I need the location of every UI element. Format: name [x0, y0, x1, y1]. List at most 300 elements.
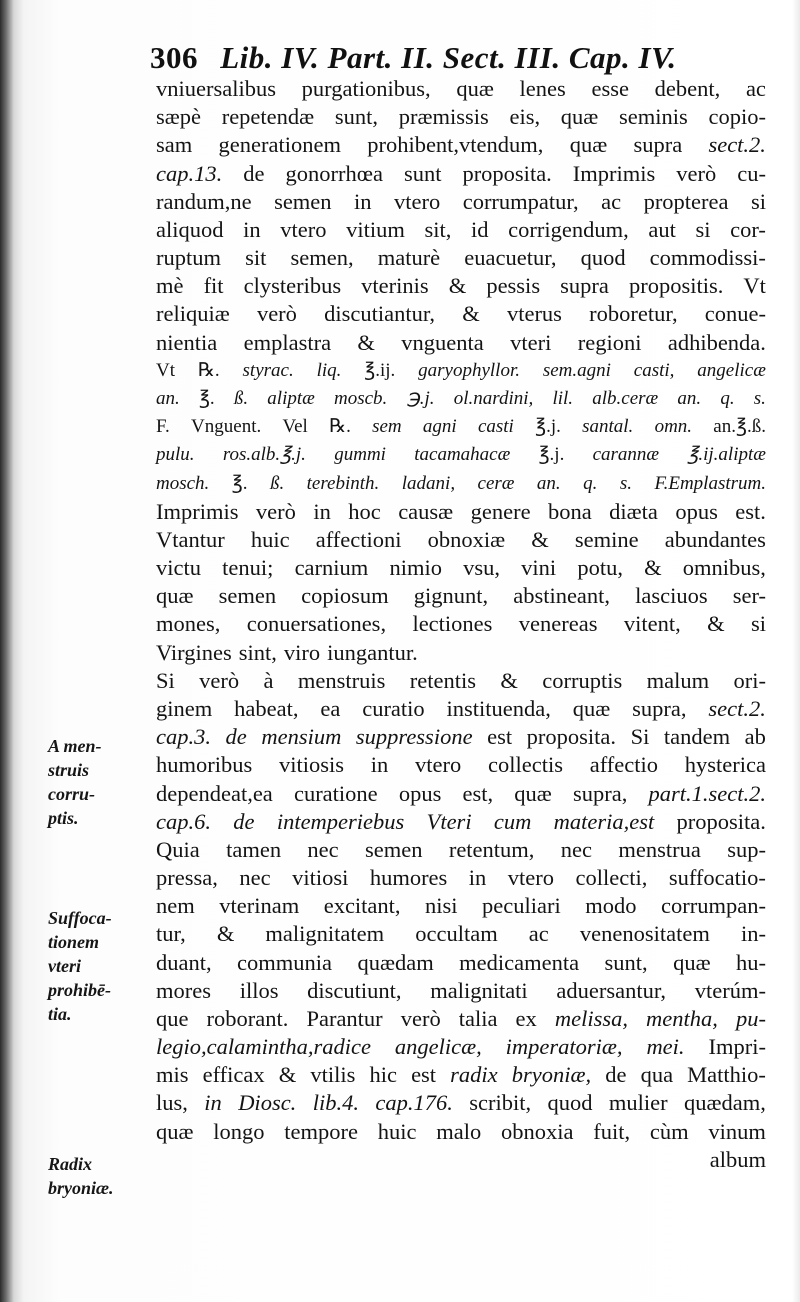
word: curatio [362, 695, 425, 721]
word: humoribus [156, 752, 253, 778]
text-line [156, 161, 766, 187]
word: iungantur. [327, 639, 418, 665]
word: quæ [456, 76, 494, 101]
text-line [156, 471, 766, 497]
word: talia [458, 1005, 498, 1031]
word: vini [521, 555, 557, 581]
word: eis, [509, 104, 541, 130]
word: Vnguent. [191, 416, 262, 438]
margin-note-a-menstruis [48, 734, 144, 830]
word: mis [156, 1062, 189, 1088]
word: Parantur [306, 1005, 383, 1031]
word: de [233, 808, 255, 834]
word: gummi [334, 444, 386, 466]
word: ladani, [401, 472, 456, 494]
word: esse [591, 76, 629, 101]
text-line [156, 809, 766, 835]
word: occultam [415, 921, 498, 947]
word: est, [462, 780, 494, 806]
word: sæpè [156, 104, 201, 130]
word: malignitati [430, 977, 528, 1003]
margin-note-line: ptis. [48, 808, 79, 828]
word: ex [515, 1005, 537, 1031]
word: hysterica [684, 752, 766, 778]
word: supra, [572, 780, 628, 806]
word: vniuersalibus [156, 76, 276, 101]
word: longo [213, 1118, 265, 1144]
word: Vt [156, 359, 175, 381]
word: abundantes [664, 526, 766, 552]
word: proposita. [676, 808, 766, 834]
text-line [156, 583, 766, 609]
text-line [156, 696, 766, 722]
word: vtero [280, 216, 327, 242]
word: pressa, [156, 865, 218, 891]
word: venereas [518, 611, 598, 637]
word: & [216, 921, 235, 947]
word: viro [283, 639, 321, 665]
word: verò [400, 1005, 441, 1031]
word: Matthio- [687, 1062, 766, 1088]
word: potu, [577, 555, 623, 581]
word: vtero [394, 188, 441, 214]
word: moscb. [334, 387, 388, 409]
word: mè [156, 273, 184, 299]
word: suffocatio- [668, 865, 766, 891]
word: in [204, 1090, 222, 1116]
word: vitent, [623, 611, 681, 637]
word: retentum, [448, 836, 535, 862]
word: randum,ne [156, 188, 252, 214]
word: lil. [552, 387, 574, 409]
word: Si [156, 667, 175, 693]
word: est [487, 724, 513, 750]
text-line [156, 555, 766, 581]
word: obnoxiæ [427, 526, 506, 552]
word: vitiosi [292, 865, 349, 891]
word: si [750, 188, 766, 214]
text-line [156, 1062, 766, 1088]
margin-note-line: tionem [48, 932, 100, 952]
word: huic [250, 526, 290, 552]
word: ℥.ij. [364, 359, 396, 381]
word: an. [677, 387, 702, 409]
word: Si [630, 724, 650, 750]
word: terebinth. [306, 472, 380, 494]
word: gonorrhœa [285, 160, 383, 186]
word: in [370, 752, 389, 778]
text-line [156, 921, 766, 947]
margin-note-radix [48, 1152, 144, 1200]
word: sam [156, 132, 193, 158]
word: vtilis [310, 1062, 356, 1088]
word: scribit, [469, 1090, 532, 1116]
word: angelicæ, [394, 1034, 482, 1060]
word: nec [307, 836, 339, 862]
word: angelicæ [697, 359, 766, 381]
word: sit [245, 245, 267, 271]
word: tempore [284, 1118, 358, 1144]
word: præmissis [398, 104, 489, 130]
word: q. [720, 387, 735, 409]
word: nec [560, 836, 593, 862]
word: abstineant, [513, 583, 611, 609]
margin-note-line: prohibē- [48, 980, 111, 1000]
word: an. [536, 472, 561, 494]
word: quædam, [684, 1090, 766, 1116]
word: liq. [316, 359, 342, 381]
word: part.1.sect.2. [648, 780, 766, 806]
word: si [695, 216, 711, 242]
word: cap.13. [156, 160, 223, 186]
word: nientia [156, 329, 218, 355]
word: vterinam [219, 893, 300, 919]
word: vtero [507, 865, 555, 891]
word: modo [585, 893, 637, 919]
word: carannæ [592, 444, 660, 466]
text-line [156, 301, 766, 327]
text-line [156, 273, 766, 299]
word: roboretur, [589, 301, 678, 327]
word: malignitatem [265, 921, 385, 947]
word: hoc [348, 498, 381, 524]
word: bryoniæ, [511, 1062, 592, 1088]
text-line [156, 1034, 766, 1060]
word: sit, [424, 216, 452, 242]
word: collecti, [575, 865, 648, 891]
word: cap.3. [156, 724, 211, 750]
word: regioni [577, 329, 642, 355]
word: semen [218, 583, 277, 609]
margin-note-line: tia. [48, 1004, 72, 1024]
word: Vtantur [156, 526, 225, 552]
word: malo [436, 1118, 482, 1144]
text-line [156, 724, 766, 750]
word: legio,calamintha,radice [156, 1034, 371, 1060]
word: hu- [736, 949, 766, 975]
word: vitiosis [279, 752, 345, 778]
word: tacamahacæ [414, 444, 511, 466]
word: verò [256, 301, 297, 327]
word: causæ [398, 498, 454, 524]
text-line [156, 893, 766, 919]
word: fit [203, 273, 224, 299]
word: suppressione [355, 724, 473, 750]
word: sup- [727, 836, 766, 862]
word: victu [156, 555, 201, 581]
word: vsu, [463, 555, 500, 581]
word: est. [735, 498, 766, 524]
word: supra, [632, 695, 687, 721]
word: Imprimis [156, 498, 239, 524]
word: Imprimis [572, 160, 656, 186]
word: & [278, 1062, 297, 1088]
word: & [500, 667, 518, 693]
word: que [156, 1005, 189, 1031]
word: de [605, 1062, 627, 1088]
word: semen [365, 836, 423, 862]
word: & [707, 611, 725, 637]
word: quæ [156, 1118, 194, 1144]
word: proposita. [526, 724, 617, 750]
word: ℞. [197, 359, 220, 381]
word: quæ [572, 695, 611, 721]
word: reliquiæ [156, 301, 230, 327]
text-line [156, 611, 766, 637]
word: genere [470, 498, 531, 524]
word: ceræ [477, 472, 515, 494]
word: instituenda, [446, 695, 551, 721]
text-line [156, 1090, 766, 1116]
word: F. [156, 416, 170, 438]
word: curatione [293, 780, 378, 806]
word: mei. [646, 1034, 685, 1060]
word: quæ [514, 780, 552, 806]
word: retentis [409, 667, 476, 693]
word: humores [369, 865, 448, 891]
word: peculiari [482, 893, 561, 919]
word: ℈.j. [406, 387, 435, 409]
text-line [156, 1119, 766, 1145]
running-head [150, 40, 790, 80]
word: ac [528, 921, 549, 947]
word: melissa, [554, 1005, 628, 1031]
word: corrumpan- [660, 893, 766, 919]
word: pu- [735, 1005, 766, 1031]
word: ol.nardini, [453, 387, 534, 409]
text-line [156, 189, 766, 215]
word: medicamenta [459, 949, 580, 975]
word: obnoxia [501, 1118, 574, 1144]
word: sunt, [334, 104, 379, 130]
word: illos [239, 977, 279, 1003]
word: in [468, 865, 487, 891]
text-line [156, 950, 766, 976]
word: aliptæ [267, 387, 315, 409]
text-line [156, 104, 766, 130]
margin-note-line: corru- [48, 784, 96, 804]
word: agni [422, 416, 457, 438]
word: maturè [377, 245, 441, 271]
word: Vt [743, 273, 766, 299]
word: pessis [486, 273, 541, 299]
margin-note-suffocationem [48, 906, 144, 1026]
word: tandem [663, 724, 731, 750]
margin-note-line: bryoniæ. [48, 1178, 114, 1198]
word: an.℥.ß. [713, 416, 766, 438]
word: aduersantur, [556, 977, 667, 1003]
word: cor- [730, 216, 766, 242]
text-line [156, 1006, 766, 1032]
word: sem.agni [542, 359, 611, 381]
word: affectioni [315, 526, 402, 552]
word: quæ [569, 132, 608, 158]
word: vteri [510, 329, 552, 355]
word: omnibus, [682, 555, 766, 581]
text-line [156, 442, 766, 468]
word: huic [377, 1118, 417, 1144]
word: copio- [708, 104, 766, 130]
word: corrigendum, [508, 216, 629, 242]
word: quæ [673, 949, 711, 975]
word: id [471, 216, 489, 242]
word: ac [601, 188, 622, 214]
word: opus [675, 498, 718, 524]
word: cùm [649, 1118, 689, 1144]
word: lus, [156, 1090, 188, 1116]
word: mores [156, 977, 211, 1003]
word: ℥.j. [535, 416, 561, 438]
word: tur, [156, 921, 186, 947]
text-line [156, 640, 766, 666]
text-line [156, 668, 766, 694]
text-line [156, 245, 766, 271]
word: tamen [226, 836, 282, 862]
word: F.Emplastrum. [654, 472, 766, 494]
word: & [644, 555, 662, 581]
word: corrumpatur, [462, 188, 579, 214]
word: debent, [654, 76, 721, 101]
word: lectiones [412, 611, 493, 637]
word: in [354, 188, 372, 214]
word: ℥. [198, 387, 215, 409]
word: propterea [643, 188, 729, 214]
text-line [156, 781, 766, 807]
word: q. [583, 472, 598, 494]
word: quod [580, 245, 626, 271]
word: ℥. [231, 472, 248, 494]
word: semine [574, 526, 639, 552]
word: prohibent,vtendum, [367, 132, 544, 158]
word: mulier [608, 1090, 668, 1116]
word: casti, [633, 359, 675, 381]
word: vtero [415, 752, 462, 778]
word: ea [320, 695, 341, 721]
word: aut [648, 216, 676, 242]
word: quæ [560, 104, 599, 130]
word: & [448, 273, 467, 299]
word: vterúm- [694, 977, 766, 1003]
word: ser- [732, 583, 766, 609]
word: Vteri [426, 808, 472, 834]
word: materia,est [553, 808, 655, 834]
word: communia [237, 949, 333, 975]
word: emplastra [243, 329, 332, 355]
word: roborant. [206, 1005, 289, 1031]
word: opus [398, 780, 442, 806]
word: purgationibus, [301, 76, 431, 101]
word: affectio [589, 752, 658, 778]
word: lib.4. [312, 1090, 359, 1116]
word: Vel [282, 416, 308, 438]
text-line [156, 1147, 766, 1173]
word: ruptum [156, 245, 221, 271]
word: qua [640, 1062, 674, 1088]
word: de [225, 724, 247, 750]
word: nem [156, 893, 195, 919]
word: pulu. [156, 444, 195, 466]
text-line [156, 752, 766, 778]
word: repetendæ [221, 104, 315, 130]
word: corruptis [542, 667, 623, 693]
word: menstruis [297, 667, 386, 693]
text-line [156, 330, 766, 356]
word: propositis. [628, 273, 724, 299]
word: si [750, 611, 766, 637]
word: hic [369, 1062, 397, 1088]
word: euacuetur, [464, 245, 557, 271]
margin-note-line: A men- [48, 736, 102, 756]
word: in- [740, 921, 766, 947]
word: quæ [156, 583, 194, 609]
word: ℞. [329, 416, 351, 438]
text-line [156, 386, 766, 412]
word: alb.ceræ [592, 387, 659, 409]
word: & [357, 329, 375, 355]
word: commodissi- [649, 245, 766, 271]
word: Virgines [156, 639, 232, 665]
word: adhibenda. [667, 329, 766, 355]
word: vterus [506, 301, 562, 327]
word: vinum [708, 1118, 766, 1144]
word: verò [676, 160, 717, 186]
word: ℥.j. [538, 444, 565, 466]
word: s. [753, 387, 766, 409]
word: verò [255, 498, 296, 524]
word: verò [199, 667, 240, 693]
word: supra [633, 132, 683, 158]
word: sect.2. [708, 695, 766, 721]
word: ab [744, 724, 766, 750]
word: diæta [609, 498, 658, 524]
text-line [156, 527, 766, 553]
word: sint, [238, 639, 277, 665]
word: copiosum [301, 583, 389, 609]
word: sunt, [604, 949, 648, 975]
word: clysteribus [243, 273, 342, 299]
text-line [156, 499, 766, 525]
word: lenes [519, 76, 566, 101]
word: album [709, 1146, 766, 1172]
word: discutiunt, [307, 977, 402, 1003]
page-number: 306 [150, 40, 198, 75]
word: semen [274, 188, 332, 214]
text-line [156, 76, 766, 102]
word: habeat, [234, 695, 299, 721]
margin-note-line: vteri [48, 956, 81, 976]
word: duant, [156, 949, 212, 975]
word: cap.6. [156, 808, 211, 834]
word: proposita. [462, 160, 552, 186]
word: imperatoriæ, [505, 1034, 623, 1060]
margin-note-line: Radix [48, 1154, 93, 1174]
text-line [156, 358, 766, 384]
text-line [156, 132, 766, 158]
word: menstrua [618, 836, 701, 862]
text-line [156, 217, 766, 243]
word: in [243, 216, 261, 242]
text-line [156, 865, 766, 891]
word: mones, [156, 611, 221, 637]
word: ros.alb.℥.j. [222, 444, 306, 466]
word: & [531, 526, 549, 552]
word: dependeat,ea [156, 780, 273, 806]
chapter-reference: Lib. IV. Part. II. Sect. III. Cap. IV. [220, 40, 677, 75]
word: omn. [654, 416, 693, 438]
word: nisi [425, 893, 458, 919]
word: tenui; [222, 555, 274, 581]
word: & [462, 301, 480, 327]
